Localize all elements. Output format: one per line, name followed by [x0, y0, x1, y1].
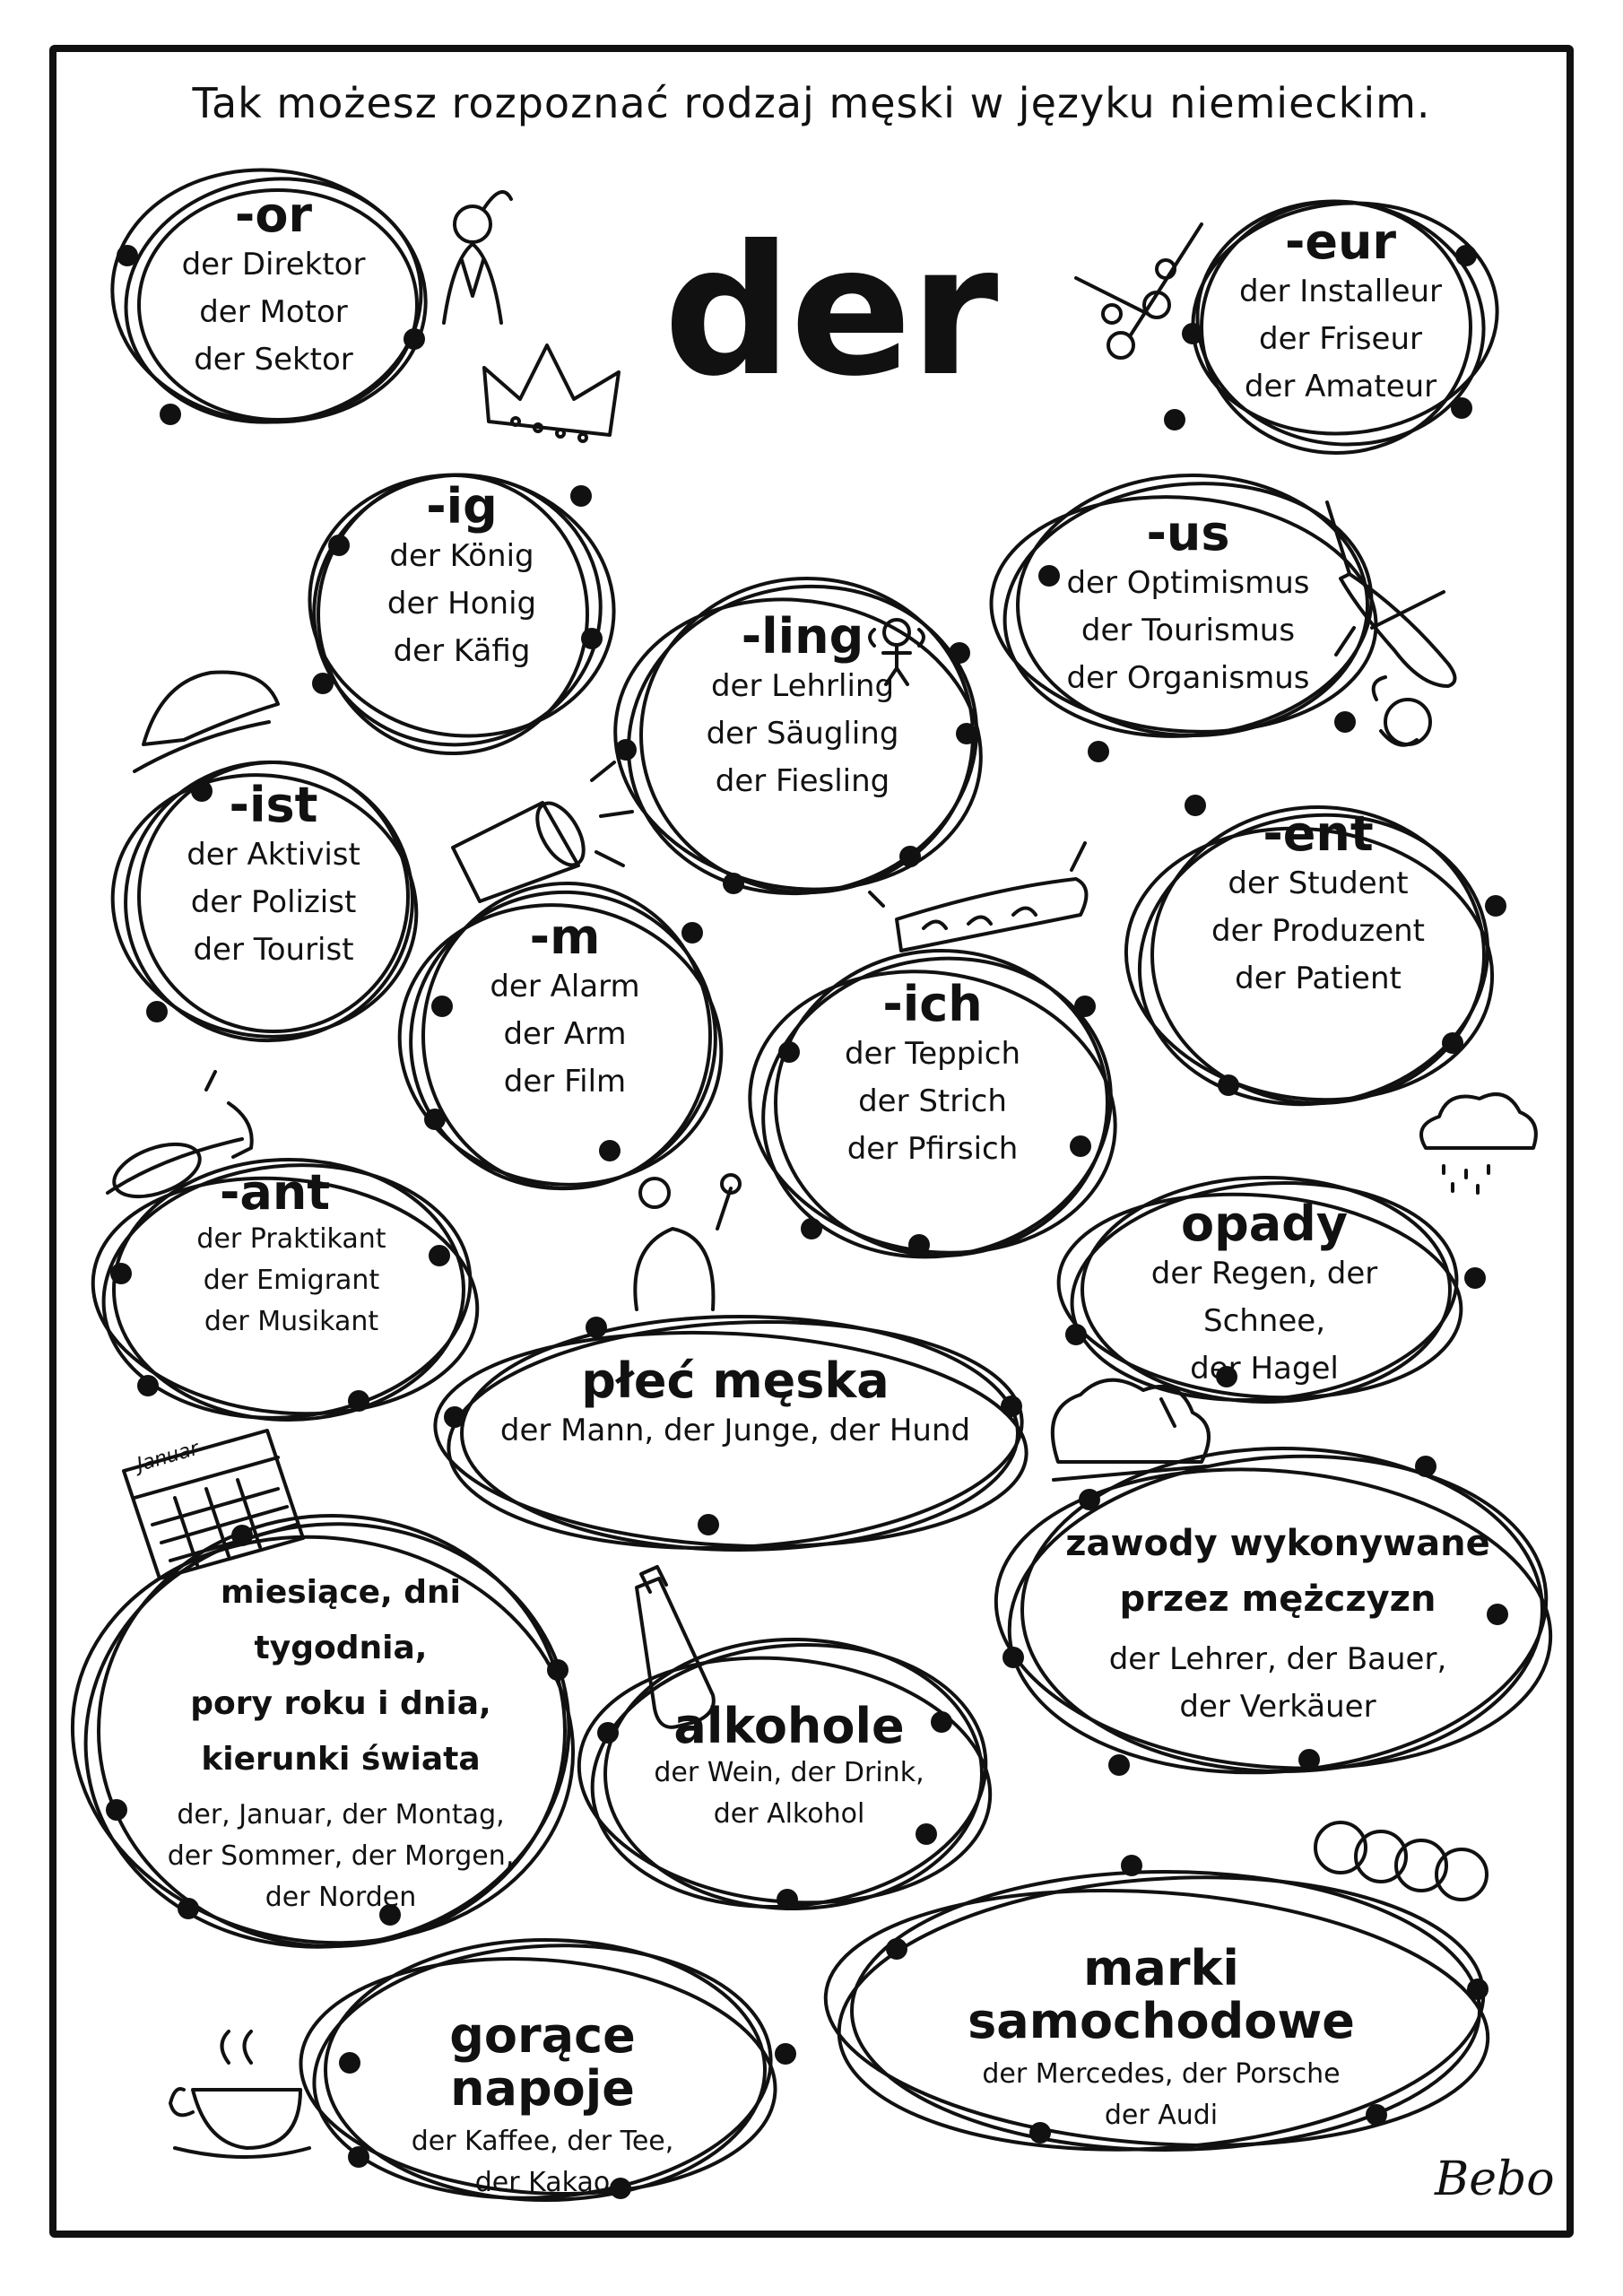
group-ig — [345, 480, 578, 675]
word-item: der Hagel — [1190, 1351, 1339, 1387]
group-ist-heading: -ist — [229, 777, 318, 833]
waving-figure-icon — [635, 1175, 740, 1309]
word-item: der Patient — [1235, 961, 1402, 997]
word-item: der Honig — [386, 586, 537, 622]
group-or-heading: -or — [234, 187, 313, 243]
word-item: der Motor — [199, 294, 348, 331]
word-item: der Aktivist — [187, 837, 360, 874]
group-plec-heading: płeć męska — [581, 1352, 890, 1409]
word-item: der Alarm — [490, 969, 640, 1005]
page-title: Tak możesz rozpoznać rodzaj męski w języku niemieckim. — [192, 79, 1431, 127]
group-us-heading: -us — [1146, 505, 1230, 561]
group-ent-heading: -ent — [1263, 805, 1374, 862]
word-item: der König — [389, 538, 534, 575]
word-item: der Organismus — [1066, 660, 1310, 697]
word-item: der Kakao — [474, 2166, 611, 2198]
word-item: der Sektor — [194, 342, 353, 378]
word-item: der Musikant — [204, 1306, 379, 1338]
group-eur — [1211, 215, 1471, 411]
audi-rings-icon — [1315, 1822, 1487, 1900]
word-item: der Amateur — [1244, 369, 1437, 405]
group-plec — [466, 1354, 1004, 1455]
word-item: der Pfirsich — [846, 1131, 1019, 1168]
word-item: der Polizist — [190, 884, 357, 921]
group-alkohole — [619, 1700, 959, 1835]
word-item: der Lehrer, der Bauer, — [1108, 1641, 1447, 1677]
group-ant — [161, 1166, 421, 1343]
group-m-heading: -m — [529, 909, 601, 965]
group-ist — [152, 778, 395, 974]
group-ich — [812, 978, 1054, 1173]
word-item: der Teppich — [844, 1036, 1021, 1073]
artist-signature: Bebo — [1435, 2152, 1555, 2206]
word-item: der Praktikant — [196, 1223, 386, 1256]
group-zawody — [1045, 1516, 1511, 1731]
word-item: der Optimismus — [1066, 565, 1310, 602]
word-item: der Installeur — [1238, 274, 1443, 310]
group-napoje — [350, 2009, 735, 2204]
megaphone-icon — [453, 762, 632, 901]
article-der: der — [664, 207, 997, 416]
word-item: der Käfig — [393, 633, 531, 670]
group-marki-heading: marki samochodowe — [968, 1940, 1355, 2050]
group-miesiace — [135, 1565, 547, 1918]
word-item: der Film — [503, 1064, 627, 1100]
word-item: der Mercedes, der Porsche — [982, 2057, 1341, 2090]
group-opady-heading: opady — [1180, 1196, 1349, 1252]
word-item: der Säugling — [706, 716, 899, 752]
man-in-suit-icon — [444, 192, 511, 323]
word-item: der Friseur — [1259, 321, 1422, 358]
word-item: der Direktor — [181, 247, 366, 283]
group-zawody-heading: zawody wykonywane — [1065, 1523, 1490, 1564]
word-item: der Regen, der Schnee, — [1150, 1256, 1378, 1340]
word-item: der Verkäuer — [1179, 1689, 1376, 1725]
word-item: der Audi — [1104, 2099, 1219, 2131]
word-item: der Alkohol — [713, 1798, 865, 1831]
group-or — [157, 188, 390, 384]
word-item: der Tourismus — [1081, 613, 1296, 649]
word-item: der Sommer, der Morgen, — [167, 1840, 515, 1872]
group-ent — [1188, 807, 1448, 1003]
word-item: der Emigrant — [203, 1265, 380, 1297]
group-napoje-heading: gorące napoje — [449, 2007, 636, 2118]
word-item: der Tourist — [193, 932, 354, 969]
group-m — [453, 910, 677, 1106]
word-item: der Norden — [265, 1882, 417, 1913]
pacifier-icon — [1374, 677, 1430, 745]
word-item: der Arm — [503, 1016, 627, 1053]
rain-cloud-icon — [1421, 1094, 1536, 1193]
word-item: der Strich — [858, 1083, 1007, 1120]
word-item: der Student — [1228, 865, 1409, 902]
word-item: der Fiesling — [715, 763, 890, 800]
group-ig-heading: -ig — [426, 478, 498, 535]
group-opady — [1089, 1197, 1439, 1393]
group-us — [1027, 507, 1350, 702]
coffee-cup-icon — [170, 2031, 309, 2157]
police-cap-icon — [135, 672, 278, 771]
calendar-label: Januar — [134, 1437, 202, 1477]
word-item: der Produzent — [1211, 913, 1425, 950]
group-eur-heading: -eur — [1284, 213, 1397, 270]
word-item: der Kaffee, der Tee, — [411, 2125, 674, 2157]
word-item: der Mann, der Junge, der Hund — [499, 1413, 971, 1449]
crown-icon — [484, 345, 619, 441]
group-ant-heading: -ant — [220, 1164, 331, 1221]
word-item: der, Januar, der Montag, — [177, 1799, 505, 1831]
word-item: der Wein, der Drink, — [654, 1757, 924, 1789]
group-zawody-heading: przez mężczyzn — [1119, 1578, 1436, 1620]
group-marki — [883, 1942, 1439, 2136]
word-item: der Lehrling — [710, 668, 895, 705]
group-miesiace-heading: kierunki świata — [201, 1741, 481, 1778]
group-miesiace-heading: miesiące, dni tygodnia, — [220, 1574, 462, 1666]
group-ich-heading: -ich — [882, 976, 983, 1032]
group-ling-heading: -ling — [741, 608, 864, 665]
group-ling — [673, 610, 933, 805]
group-alkohole-heading: alkohole — [673, 1698, 905, 1754]
group-miesiace-heading: pory roku i dnia, — [190, 1685, 491, 1722]
